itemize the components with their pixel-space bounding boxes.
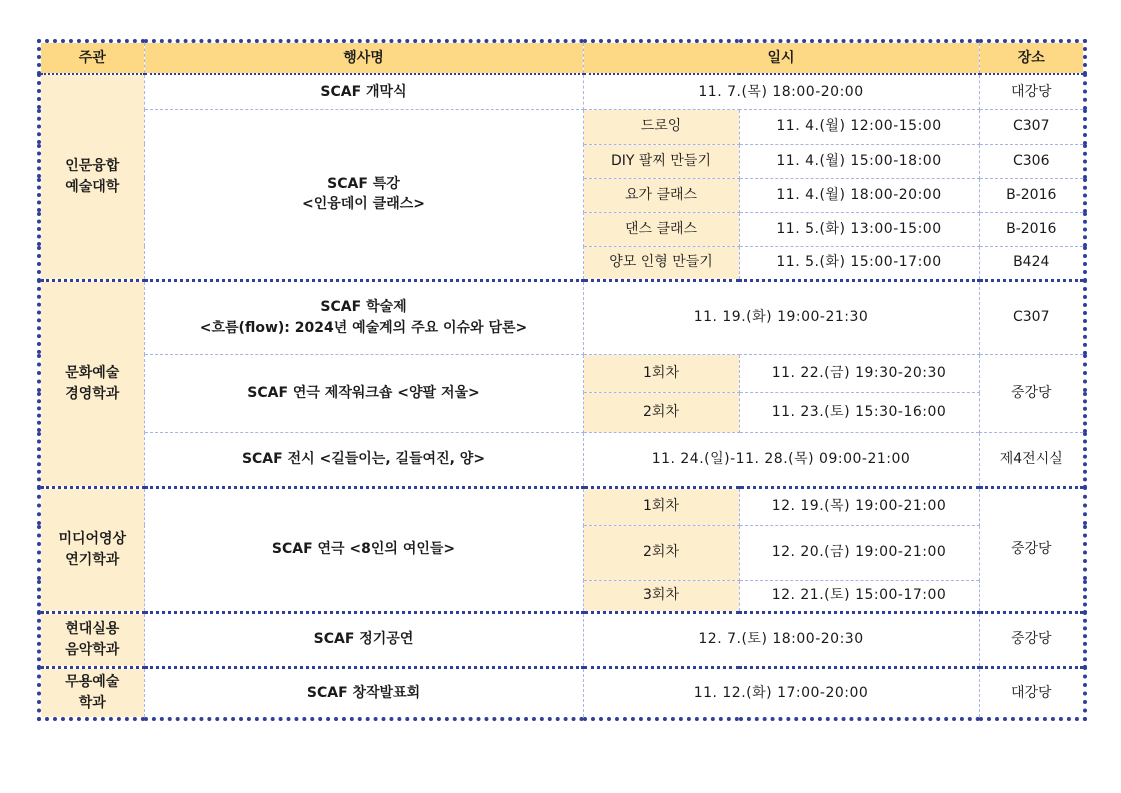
session-datetime: 11. 23.(토) 15:30-16:00 bbox=[739, 392, 979, 432]
event-name-line: SCAF 학술제 bbox=[320, 299, 407, 316]
session-name: DIY 팔찌 만들기 bbox=[583, 144, 739, 178]
session-venue: B-2016 bbox=[979, 178, 1085, 212]
host-label-line: 미디어영상 bbox=[58, 531, 127, 548]
session-venue: C307 bbox=[979, 109, 1085, 144]
session-venue: B424 bbox=[979, 246, 1085, 280]
session-name: 요가 클래스 bbox=[583, 178, 739, 212]
event-schedule-table bbox=[37, 39, 1087, 721]
host-label-line: 학과 bbox=[78, 694, 106, 711]
host-label-line: 현대실용 bbox=[65, 621, 120, 638]
event-datetime: 11. 24.(일)-11. 28.(목) 09:00-21:00 bbox=[583, 432, 979, 487]
session-name: 2회차 bbox=[583, 392, 739, 432]
header-event: 행사명 bbox=[144, 41, 583, 74]
session-datetime: 12. 21.(토) 15:00-17:00 bbox=[739, 580, 979, 612]
event-venue: 대강당 bbox=[979, 667, 1085, 719]
host-cell bbox=[39, 667, 144, 719]
session-name: 댄스 클래스 bbox=[583, 212, 739, 246]
event-name-line: <인융데이 클래스> bbox=[301, 196, 425, 212]
session-datetime: 11. 22.(금) 19:30-20:30 bbox=[739, 354, 979, 392]
event-name: SCAF 창작발표회 bbox=[144, 667, 583, 719]
event-datetime: 12. 7.(토) 18:00-20:30 bbox=[583, 612, 979, 667]
event-venue: 중강당 bbox=[979, 487, 1085, 612]
event-name: SCAF 전시 <길들이는, 길들여진, 양> bbox=[144, 432, 583, 487]
session-name: 양모 인형 만들기 bbox=[583, 246, 739, 280]
session-name: 1회차 bbox=[583, 487, 739, 525]
event-datetime: 11. 7.(목) 18:00-20:00 bbox=[583, 74, 979, 109]
session-datetime: 11. 4.(월) 18:00-20:00 bbox=[739, 178, 979, 212]
session-datetime: 11. 5.(화) 15:00-17:00 bbox=[739, 246, 979, 280]
host-label-line: 음악학과 bbox=[65, 641, 120, 658]
session-datetime: 11. 4.(월) 12:00-15:00 bbox=[739, 109, 979, 144]
event-venue: 대강당 bbox=[979, 74, 1085, 109]
table-row bbox=[39, 280, 1085, 354]
session-datetime: 12. 19.(목) 19:00-21:00 bbox=[739, 487, 979, 525]
host-label-line: 무용예술 bbox=[65, 674, 120, 691]
event-datetime: 11. 12.(화) 17:00-20:00 bbox=[583, 667, 979, 719]
session-venue: C306 bbox=[979, 144, 1085, 178]
table-row bbox=[39, 354, 1085, 392]
event-name: SCAF 개막식 bbox=[144, 74, 583, 109]
event-name: SCAF 연극 제작워크숍 <양팔 저울> bbox=[144, 354, 583, 432]
event-venue: C307 bbox=[979, 280, 1085, 354]
host-cell bbox=[39, 280, 144, 487]
event-venue: 중강당 bbox=[979, 612, 1085, 667]
table-row bbox=[39, 109, 1085, 144]
session-name: 3회차 bbox=[583, 580, 739, 612]
session-name: 1회차 bbox=[583, 354, 739, 392]
host-label-line: 인문융합 bbox=[65, 158, 120, 175]
header-host: 주관 bbox=[39, 41, 144, 74]
header-row bbox=[39, 41, 1085, 74]
session-name: 드로잉 bbox=[583, 109, 739, 144]
session-name: 2회차 bbox=[583, 525, 739, 580]
session-datetime: 11. 5.(화) 13:00-15:00 bbox=[739, 212, 979, 246]
host-label-line: 경영학과 bbox=[65, 385, 120, 402]
table-row bbox=[39, 667, 1085, 719]
event-name: SCAF 정기공연 bbox=[144, 612, 583, 667]
table-row bbox=[39, 74, 1085, 109]
event-datetime: 11. 19.(화) 19:00-21:30 bbox=[583, 280, 979, 354]
host-label-line: 문화예술 bbox=[65, 365, 120, 382]
event-name-line: <흐름(flow): 2024년 예술계의 주요 이슈와 담론> bbox=[199, 319, 528, 336]
session-datetime: 12. 20.(금) 19:00-21:00 bbox=[739, 525, 979, 580]
event-venue: 제4전시실 bbox=[979, 432, 1085, 487]
event-name bbox=[144, 280, 583, 354]
event-venue: 중강당 bbox=[979, 354, 1085, 432]
table-row bbox=[39, 612, 1085, 667]
host-cell bbox=[39, 74, 144, 280]
host-cell bbox=[39, 612, 144, 667]
header-venue: 장소 bbox=[979, 41, 1085, 74]
session-datetime: 11. 4.(월) 15:00-18:00 bbox=[739, 144, 979, 178]
event-name: SCAF 연극 <8인의 여인들> bbox=[144, 487, 583, 612]
header-datetime: 일시 bbox=[583, 41, 979, 74]
host-cell bbox=[39, 487, 144, 612]
event-name bbox=[144, 109, 583, 280]
event-name-line: SCAF 특강 bbox=[327, 175, 400, 192]
host-label-line: 연기학과 bbox=[65, 551, 120, 568]
table-row bbox=[39, 432, 1085, 487]
session-venue: B-2016 bbox=[979, 212, 1085, 246]
host-label-line: 예술대학 bbox=[65, 178, 120, 195]
table-row bbox=[39, 487, 1085, 525]
